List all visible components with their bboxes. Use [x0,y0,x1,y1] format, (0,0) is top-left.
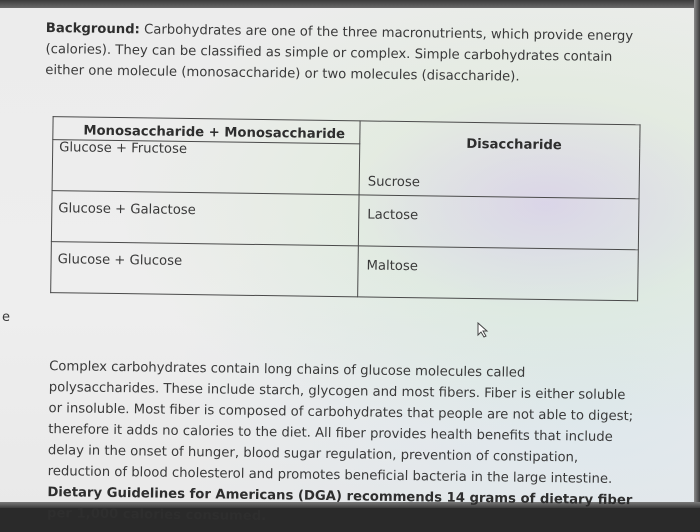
header-monosaccharide-pair: Monosaccharide + Monosaccharide [53,117,360,144]
cell-monosaccharide-pair: Glucose + Fructose [52,140,360,195]
monitor-bezel-right [694,0,700,508]
dga-recommendation: Dietary Guidelines for Americans (DGA) recommends 14 grams of dietary fiber per 1,000 calories consumed. [46,485,633,525]
carbohydrate-table [50,116,640,301]
cell-monosaccharide-pair: Glucose + Galactose [51,191,359,246]
complex-text: Complex carbohydrates contain long chains of glucose molecules called polysaccharides. These include starch, glycogen and most fibers. Fiber is either soluble or insoluble. Most fiber is composed of carbohydrates that people are not able to digest; therefore it adds no calories to the diet. All fiber provides health benefits that include delay in the onset of hunger, blood sugar regulation, prevention of constipation, reduction of blood cholesterol and promotes beneficial bacteria in the large intestine. [47,359,634,487]
margin-stray-letter: e [2,310,10,325]
sucrose-cell-text: Sucrose [367,174,421,191]
background-text: Carbohydrates are one of the three macronutrients, which provide energy (calories). They can be classified as simple or complex. Simple carbohydrates contain either one molecule (monosaccharide) or two molecules (disaccharide). [45,22,634,85]
background-lead: Background: [45,20,140,38]
table-row [51,191,639,250]
table-row [51,242,639,301]
cell-monosaccharide-pair: Glucose + Glucose [51,242,359,297]
header-disaccharide: Disaccharide [359,121,640,199]
document-page [45,18,646,525]
monitor-bezel-top [0,0,700,8]
mouse-pointer-icon [476,322,490,338]
cell-disaccharide: Lactose [358,195,639,250]
background-paragraph [45,18,636,89]
complex-carbohydrates-paragraph [47,356,637,532]
cell-disaccharide: Maltose [358,246,639,301]
